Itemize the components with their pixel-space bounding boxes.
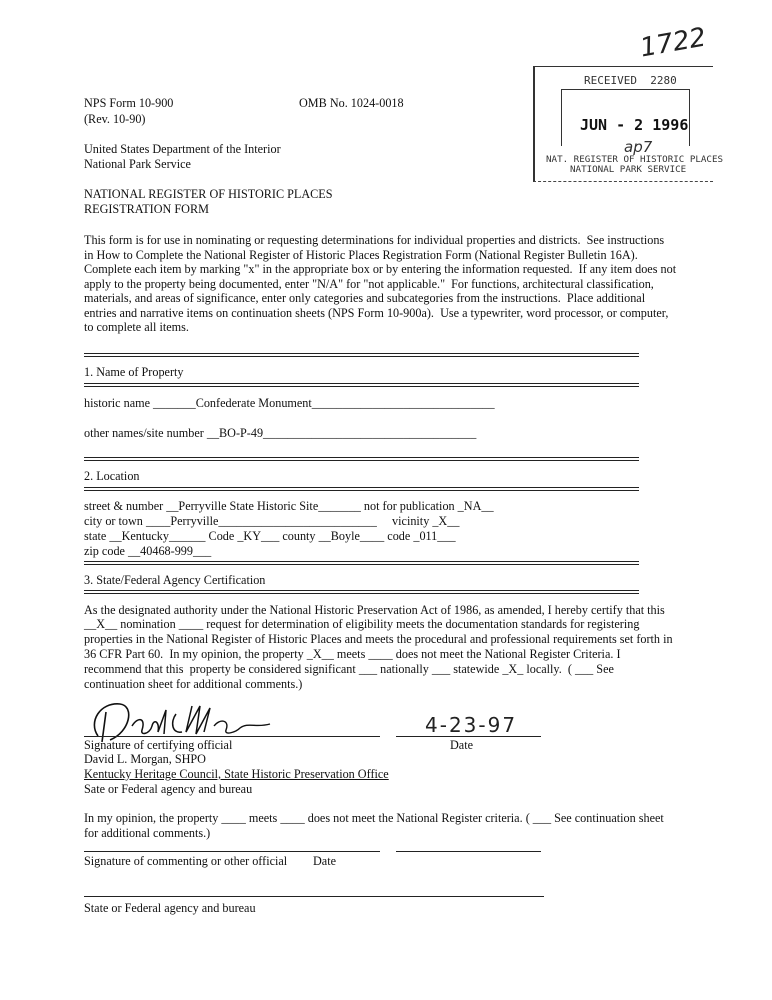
signer-office: Kentucky Heritage Council, State Historic Preservation Office (84, 767, 389, 781)
stamp-received: RECEIVED 2280 (584, 74, 677, 87)
handwritten-reference: 1722 (637, 22, 709, 64)
certifying-signature-label: Signature of certifying official (84, 738, 233, 752)
certification-line: 36 CFR Part 60. In my opinion, the property _X__ meets ____ does not meet the National Register Criteria. I (84, 647, 621, 661)
handwritten-date: 4-23-97 (425, 713, 518, 737)
instructions-line: in How to Complete the National Register of Historic Places Registration Form (National Register Bulletin 16A). (84, 248, 638, 262)
city-field: city or town ____Perryville__________________________ vicinity _X__ (84, 514, 460, 528)
form-title-line1: NATIONAL REGISTER OF HISTORIC PLACES (84, 187, 333, 201)
instructions-line: Complete each item by marking "x" in the appropriate box or by entering the information requested. If any item does not (84, 262, 677, 276)
commenting-opinion-line: for additional comments.) (84, 826, 211, 840)
commenting-agency-label: State or Federal agency and bureau (84, 901, 256, 915)
commenting-signature-label: Signature of commenting or other official (84, 854, 288, 868)
section-divider (84, 487, 639, 491)
state-field: state __Kentucky______ Code _KY___ county __Boyle____ code _011___ (84, 529, 456, 543)
instructions-line: materials, and areas of significance, enter only categories and subcategories from the instructions. Place additional (84, 291, 646, 305)
section2-heading: 2. Location (84, 469, 140, 483)
street-field: street & number __Perryville State Historic Site_______ not for publication _NA__ (84, 499, 494, 513)
certifying-date-line (396, 736, 541, 737)
section3-heading: 3. State/Federal Agency Certification (84, 573, 266, 587)
service-name: National Park Service (84, 157, 191, 171)
instructions-line: apply to the property being documented, enter "N/A" for "not applicable." For functions, architectural classification, (84, 277, 654, 291)
certifying-signature-line (84, 736, 380, 737)
section-divider (84, 561, 639, 565)
commenting-opinion-line: In my opinion, the property ____ meets ____ does not meet the National Register criteria. ( ___ See continuation sheet (84, 811, 664, 825)
instructions-line: entries and narrative items on continuation sheets (NPS Form 10-900a). Use a typewriter, word processor, or computer, (84, 306, 669, 320)
commenting-agency-line (84, 896, 544, 897)
commenting-date-line (396, 851, 541, 852)
section-divider (84, 590, 639, 594)
certification-line: continuation sheet for additional comments.) (84, 677, 303, 691)
certification-line: As the designated authority under the National Historic Preservation Act of 1986, as amended, I hereby certify that this (84, 603, 665, 617)
section-divider (84, 383, 639, 387)
certification-line: recommend that this property be considered significant ___ nationally ___ statewide _X_ locally. ( ___ See (84, 662, 614, 676)
commenting-date-label: Date (313, 854, 337, 868)
certifying-date-label: Date (450, 738, 474, 752)
stamp-date: JUN - 2 1996 (580, 116, 689, 134)
commenting-signature-line (84, 851, 380, 852)
form-number: NPS Form 10-900 (84, 96, 174, 110)
certifying-agency-label: Sate or Federal agency and bureau (84, 782, 253, 796)
section-divider (84, 353, 639, 357)
section-divider (84, 457, 639, 461)
instructions-line: This form is for use in nominating or requesting determinations for individual properties and districts. See instructions (84, 233, 665, 247)
signer-name: David L. Morgan, SHPO (84, 752, 206, 766)
certification-line: properties in the National Register of Historic Places and meets the procedural and professional requirements set forth in (84, 632, 673, 646)
form-title-line2: REGISTRATION FORM (84, 202, 209, 216)
stamp-agency-line2: NATIONAL PARK SERVICE (570, 164, 687, 175)
stamp-agency-line1: NAT. REGISTER OF HISTORIC PLACES (546, 154, 724, 165)
stamp-initials: ap7 (624, 138, 653, 156)
section1-heading: 1. Name of Property (84, 365, 184, 379)
other-names-field: other names/site number __BO-P-49___________________________________ (84, 426, 477, 440)
omb-number: OMB No. 1024-0018 (299, 96, 404, 110)
zip-field: zip code __40468-999___ (84, 544, 212, 558)
certification-line: __X__ nomination ____ request for determination of eligibility meets the documentation standards for registering (84, 617, 640, 631)
instructions-line: to complete all items. (84, 320, 189, 334)
historic-name-field: historic name _______Confederate Monument______________________________ (84, 396, 495, 410)
department-name: United States Department of the Interior (84, 142, 281, 156)
form-revision: (Rev. 10-90) (84, 112, 146, 126)
